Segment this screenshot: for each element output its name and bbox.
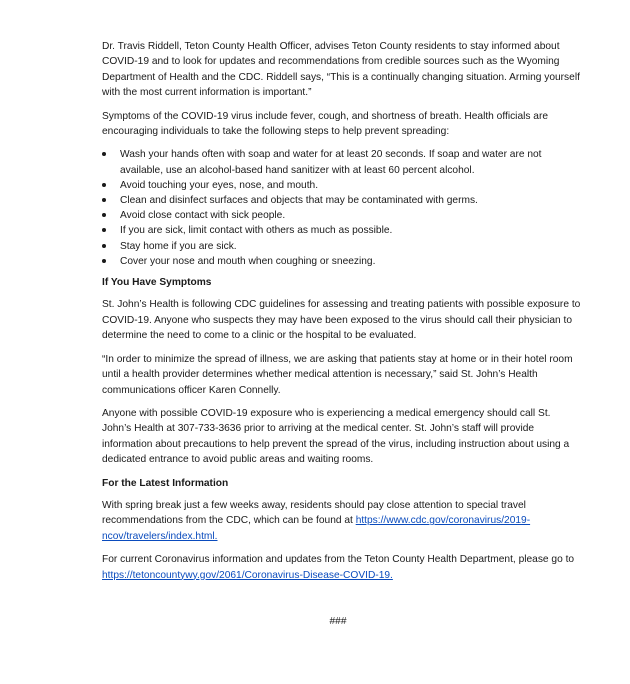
quote-paragraph: “In order to minimize the spread of illness, we are asking that patients stay at home or in their hotel room until a health provider determines whether medical attention is necessary,” said St. John’s Health communications officer Karen Connelly. xyxy=(102,353,573,396)
list-item xyxy=(120,193,582,208)
travel-text: With spring break just a few weeks away, residents should pay close attention to special travel recommendations from the CDC, which can be found at xyxy=(102,499,526,527)
bullet-icon xyxy=(102,228,106,232)
bullet-icon xyxy=(102,198,106,202)
cdc-travel-link[interactable]: https://www.cdc.gov/coronavirus/2019-ncov/travelers/index.html. xyxy=(102,515,531,542)
list-item xyxy=(120,239,582,254)
end-of-release-mark: ### xyxy=(329,615,347,627)
bullet-icon xyxy=(102,183,106,187)
symptoms-heading: If You Have Symptoms xyxy=(102,277,212,289)
list-item-text: Avoid touching your eyes, nose, and mouth. xyxy=(120,179,319,191)
list-item-text: Cover your nose and mouth when coughing or sneezing. xyxy=(120,255,376,267)
list-item xyxy=(120,254,582,269)
list-item xyxy=(120,223,582,238)
list-item xyxy=(120,208,582,223)
bullet-icon xyxy=(102,259,106,263)
list-item-text: Avoid close contact with sick people. xyxy=(120,210,286,222)
list-item-text: Stay home if you are sick. xyxy=(120,240,237,252)
list-item xyxy=(120,147,582,177)
teton-county-link[interactable]: https://tetoncountywy.gov/2061/Coronavirus-Disease-COVID-19. xyxy=(102,569,393,581)
list-item-text: Wash your hands often with soap and water for at least 20 seconds. If soap and water are not available, use an alcohol-based hand sanitizer with at least 60 percent alcohol. xyxy=(120,149,542,176)
bullet-icon xyxy=(102,213,106,217)
intro-paragraph: Dr. Travis Riddell, Teton County Health Officer, advises Teton County residents to stay informed about COVID-19 and to look for updates and recommendations from credible sources such as the Wyoming Department of Health and the CDC. Riddell says, “This is a continually changing situation. Arming yourself with the most current information is important.” xyxy=(102,41,580,99)
county-text: For current Coronavirus information and updates from the Teton County Health Department, please go to xyxy=(102,554,575,566)
emergency-paragraph: Anyone with possible COVID-19 exposure who is experiencing a medical emergency should call St. John’s Health at 307-733-3636 prior to arriving at the medical center. St. John’s staff will provide information about precautions to help prevent the spread of the virus, including instruction about using a dedicated entrance to avoid public areas and waiting rooms. xyxy=(102,407,570,466)
travel-paragraph xyxy=(102,498,582,544)
list-item-text: Clean and disinfect surfaces and objects that may be contaminated with germs. xyxy=(120,195,478,207)
list-item xyxy=(120,178,582,193)
county-paragraph xyxy=(102,552,582,583)
guidelines-paragraph: St. John’s Health is following CDC guidelines for assessing and treating patients with possible exposure to COVID-19. Anyone who suspects they may have been exposed to the virus should call their physician to determine the need to come to a clinic or the hospital to be evaluated. xyxy=(102,299,581,342)
bullet-icon xyxy=(102,244,106,248)
latest-info-heading: For the Latest Information xyxy=(102,477,229,489)
document-body xyxy=(102,39,582,637)
prevention-list xyxy=(102,147,582,269)
bullet-icon xyxy=(102,152,106,156)
symptoms-paragraph: Symptoms of the COVID-19 virus include fever, cough, and shortness of breath. Health officials are encouraging individuals to take the following steps to help prevent spreading: xyxy=(102,110,549,138)
list-item-text: If you are sick, limit contact with others as much as possible. xyxy=(120,225,393,237)
